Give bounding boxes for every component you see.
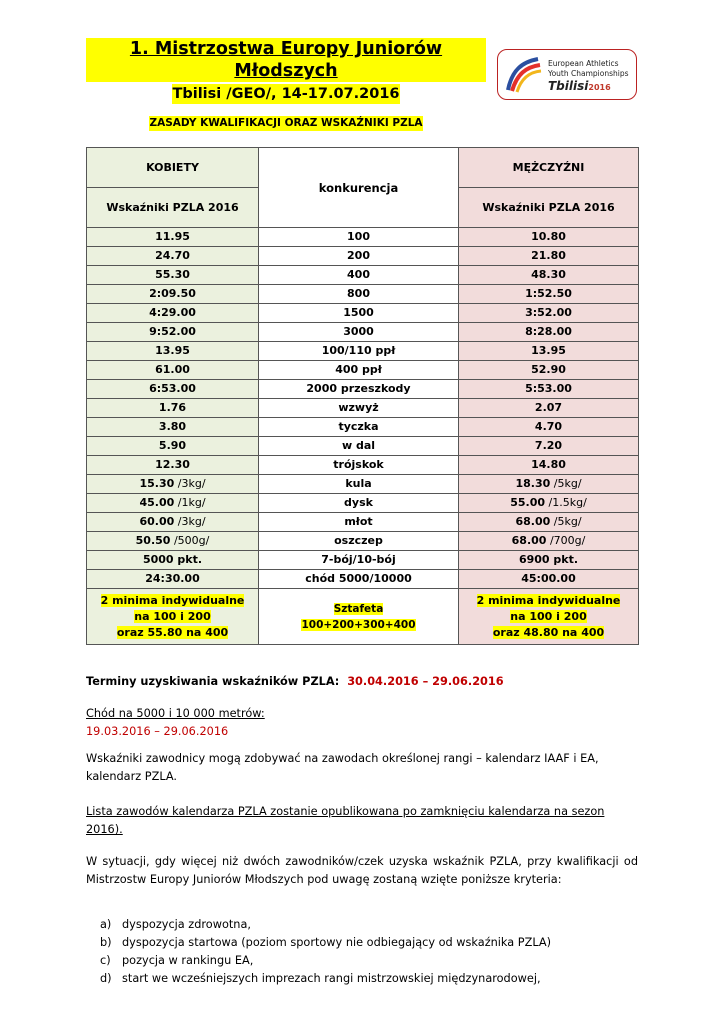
women-standard: 15.30 /3kg/ — [87, 475, 259, 494]
men-standard: 7.20 — [459, 437, 639, 456]
table-row — [87, 399, 639, 418]
table-row — [87, 285, 639, 304]
paragraph-calendar-note: Lista zawodów kalendarza PZLA zostanie opublikowana po zamknięciu kalendarza na sezon 2016). — [86, 805, 605, 836]
table-row — [87, 228, 639, 247]
women-standard: 50.50 /500g/ — [87, 532, 259, 551]
section-heading: ZASADY KWALIFIKACJI ORAZ WSKAŹNIKI PZLA — [149, 117, 423, 129]
men-standard: 1:52.50 — [459, 285, 639, 304]
men-subheader: Wskaźniki PZLA 2016 — [459, 188, 639, 228]
event-name: młot — [259, 513, 459, 532]
women-standard: 1.76 — [87, 399, 259, 418]
men-standard: 68.00 /700g/ — [459, 532, 639, 551]
terms-dates: 30.04.2016 – 29.06.2016 — [347, 675, 504, 688]
logo-city: Tbilisi2016 — [548, 79, 611, 93]
men-header: MĘŻCZYŹNI — [459, 148, 639, 188]
walk-heading: Chód na 5000 i 10 000 metrów: — [86, 707, 265, 720]
men-standard: 48.30 — [459, 266, 639, 285]
table-row — [87, 513, 639, 532]
women-standard: 13.95 — [87, 342, 259, 361]
event-name: 2000 przeszkody — [259, 380, 459, 399]
table-row — [87, 418, 639, 437]
men-standard: 4.70 — [459, 418, 639, 437]
women-standard: 12.30 — [87, 456, 259, 475]
event-name: tyczka — [259, 418, 459, 437]
table-row — [87, 437, 639, 456]
men-standard: 18.30 /5kg/ — [459, 475, 639, 494]
table-row — [87, 532, 639, 551]
event-name: chód 5000/10000 — [259, 570, 459, 589]
page-subtitle: Tbilisi /GEO/, 14-17.07.2016 — [172, 86, 400, 102]
relay-event: Sztafeta 100+200+300+400 — [259, 589, 459, 645]
logo-emblem-icon — [504, 56, 544, 94]
terms-label: Terminy uzyskiwania wskaźników PZLA: — [86, 675, 340, 688]
criteria-item: d) start we wcześniejszych imprezach rangi mistrzowskiej międzynarodowej, — [100, 972, 541, 985]
women-header: KOBIETY — [87, 148, 259, 188]
event-name: 3000 — [259, 323, 459, 342]
table-row — [87, 475, 639, 494]
men-standard: 68.00 /5kg/ — [459, 513, 639, 532]
event-name: 200 — [259, 247, 459, 266]
table-row — [87, 342, 639, 361]
document-header — [86, 38, 486, 131]
championships-logo — [497, 49, 637, 100]
table-row — [87, 380, 639, 399]
table-row — [87, 323, 639, 342]
table-row-relay — [87, 589, 639, 645]
men-standard: 13.95 — [459, 342, 639, 361]
men-standard: 55.00 /1.5kg/ — [459, 494, 639, 513]
table-row — [87, 266, 639, 285]
event-name: wzwyż — [259, 399, 459, 418]
event-name: 100/110 ppł — [259, 342, 459, 361]
men-standard: 5:53.00 — [459, 380, 639, 399]
men-standard: 2.07 — [459, 399, 639, 418]
table-row — [87, 247, 639, 266]
criteria-item: c) pozycja w rankingu EA, — [100, 954, 254, 967]
women-standard: 4:29.00 — [87, 304, 259, 323]
event-name: dysk — [259, 494, 459, 513]
table-row — [87, 570, 639, 589]
event-name: 800 — [259, 285, 459, 304]
table-row — [87, 551, 639, 570]
women-standard: 3.80 — [87, 418, 259, 437]
men-standard: 45:00.00 — [459, 570, 639, 589]
logo-line-1: European Athletics — [548, 59, 619, 68]
table-row — [87, 304, 639, 323]
women-standard: 24:30.00 — [87, 570, 259, 589]
men-standard: 14.80 — [459, 456, 639, 475]
walk-period — [86, 705, 638, 741]
women-relay-requirement: 2 minima indywidualne na 100 i 200 oraz 55.80 na 400 — [87, 589, 259, 645]
men-standard: 8:28.00 — [459, 323, 639, 342]
walk-dates: 19.03.2016 – 29.06.2016 — [86, 725, 229, 738]
women-standard: 55.30 — [87, 266, 259, 285]
women-standard: 11.95 — [87, 228, 259, 247]
table-row — [87, 494, 639, 513]
page-title: 1. Mistrzostwa Europy Juniorów Młodszych — [86, 38, 486, 82]
criteria-item: b) dyspozycja startowa (poziom sportowy nie odbiegający od wskaźnika PZLA) — [100, 936, 552, 949]
women-standard: 24.70 — [87, 247, 259, 266]
men-standard: 10.80 — [459, 228, 639, 247]
women-standard: 60.00 /3kg/ — [87, 513, 259, 532]
event-name: 100 — [259, 228, 459, 247]
women-standard: 61.00 — [87, 361, 259, 380]
event-name: w dal — [259, 437, 459, 456]
event-name: trójskok — [259, 456, 459, 475]
men-standard: 52.90 — [459, 361, 639, 380]
event-header: konkurencja — [259, 148, 459, 228]
event-name: 400 ppł — [259, 361, 459, 380]
paragraph-criteria-intro: W sytuacji, gdy więcej niż dwóch zawodników/czek uzyska wskaźnik PZLA, przy kwalifikacji od Mistrzostw Europy Juniorów Młodszych pod uwagę zostaną wzięte poniższe kryteria: — [86, 855, 638, 886]
qualification-table — [86, 147, 639, 645]
women-standard: 6:53.00 — [87, 380, 259, 399]
men-relay-requirement: 2 minima indywidualne na 100 i 200 oraz 48.80 na 400 — [459, 589, 639, 645]
men-standard: 21.80 — [459, 247, 639, 266]
women-standard: 5.90 — [87, 437, 259, 456]
event-name: 1500 — [259, 304, 459, 323]
event-name: 400 — [259, 266, 459, 285]
women-subheader: Wskaźniki PZLA 2016 — [87, 188, 259, 228]
men-standard: 6900 pkt. — [459, 551, 639, 570]
women-standard: 5000 pkt. — [87, 551, 259, 570]
qualification-period — [86, 673, 638, 691]
table-row — [87, 361, 639, 380]
table-row — [87, 456, 639, 475]
event-name: 7-bój/10-bój — [259, 551, 459, 570]
criteria-item: a) dyspozycja zdrowotna, — [100, 918, 251, 931]
paragraph-competitions: Wskaźniki zawodnicy mogą zdobywać na zawodach określonej rangi – kalendarz IAAF i EA, kalendarz PZLA. — [86, 752, 599, 783]
event-name: oszczep — [259, 532, 459, 551]
event-name: kula — [259, 475, 459, 494]
women-standard: 9:52.00 — [87, 323, 259, 342]
criteria-list — [100, 916, 551, 988]
women-standard: 45.00 /1kg/ — [87, 494, 259, 513]
men-standard: 3:52.00 — [459, 304, 639, 323]
logo-line-2: Youth Championships — [548, 69, 629, 78]
women-standard: 2:09.50 — [87, 285, 259, 304]
